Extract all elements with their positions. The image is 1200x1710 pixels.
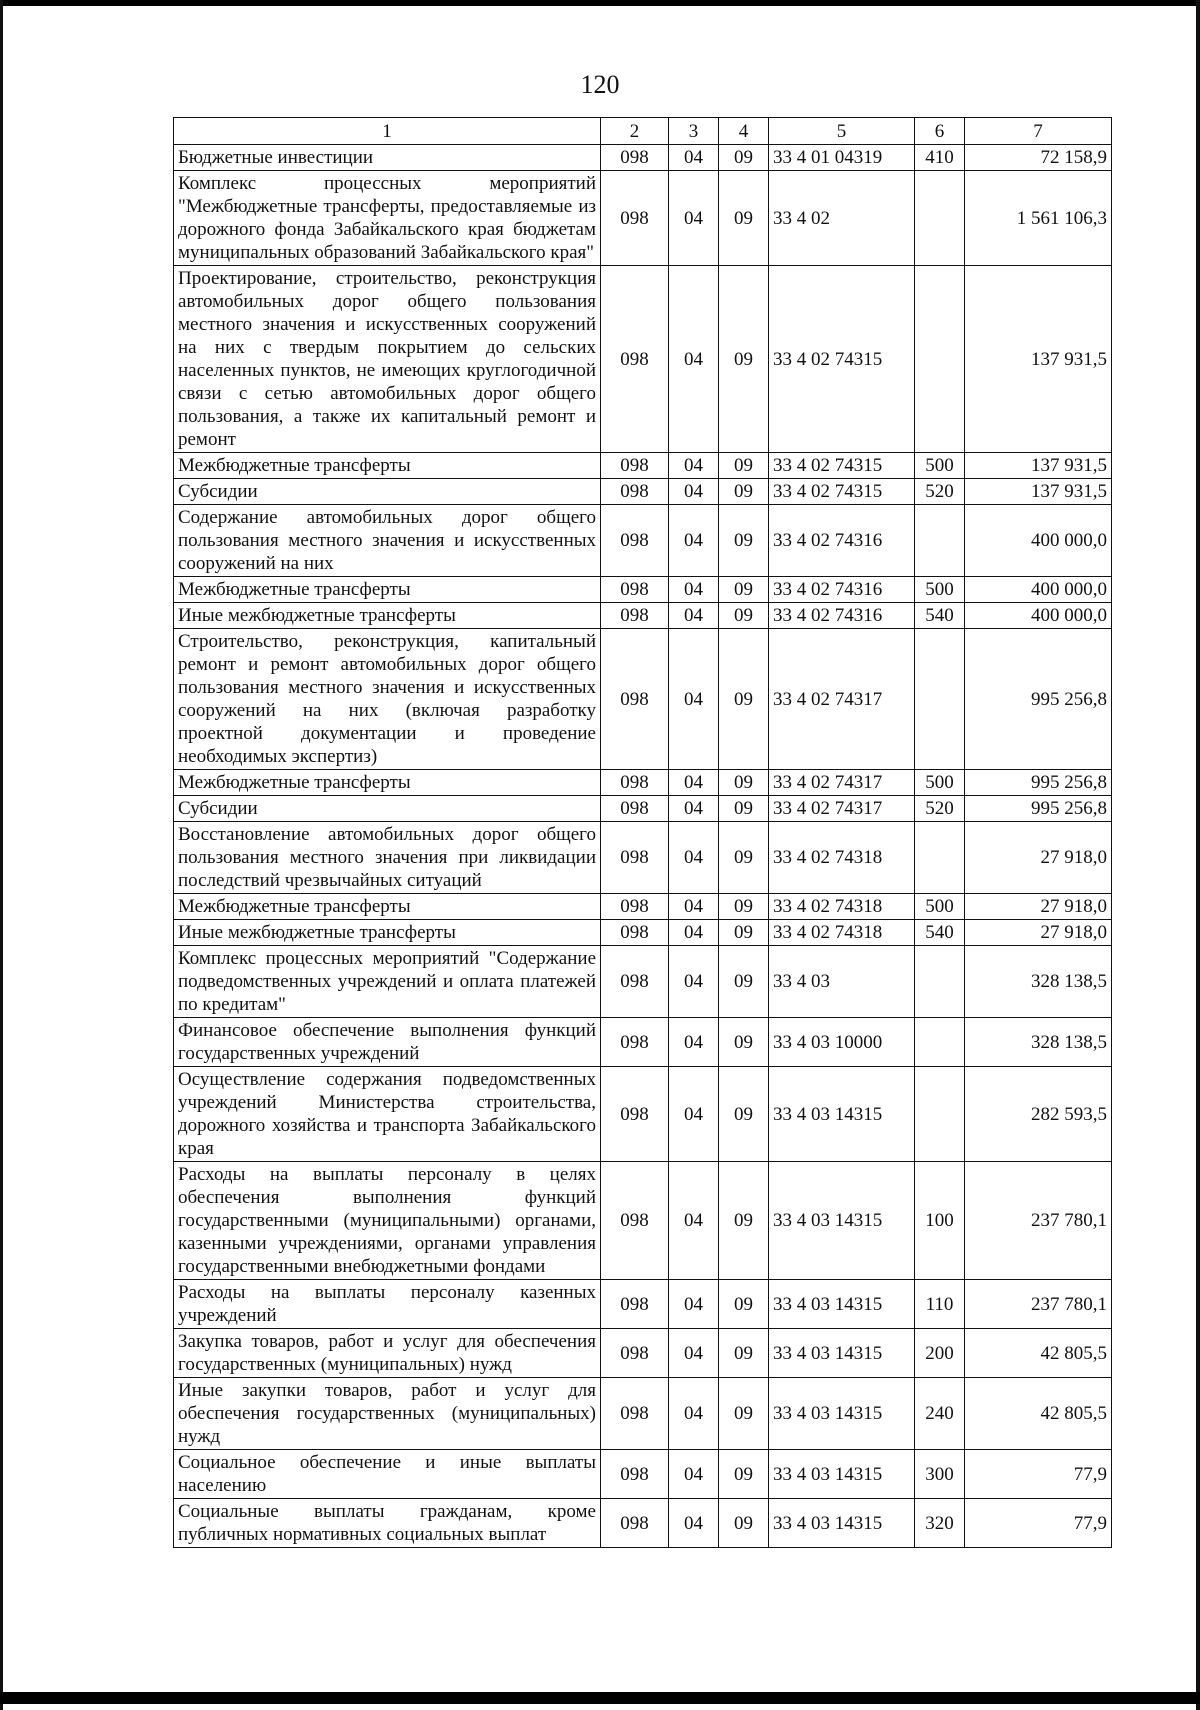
row-name: Иные межбюджетные трансферты (174, 603, 601, 629)
scan-border-bottom (0, 1692, 1200, 1704)
row-col-6: 520 (915, 796, 965, 822)
row-col-5: 33 4 03 14315 (769, 1329, 915, 1378)
budget-table (173, 117, 1112, 1548)
row-name: Строительство, реконструкция, капитальный ремонт и ремонт автомобильных дорог общего пользования местного значения и искусственных сооружений на них (включая разработку проектной документации и проведение необходимых экспертиз) (174, 629, 601, 770)
row-name: Иные межбюджетные трансферты (174, 920, 601, 946)
header-col-3: 3 (669, 118, 719, 145)
scan-border-right (1196, 0, 1200, 1710)
header-col-6: 6 (915, 118, 965, 145)
row-col-4: 09 (719, 894, 769, 920)
row-col-2: 098 (601, 894, 669, 920)
row-col-3: 04 (669, 946, 719, 1018)
row-col-6: 410 (915, 145, 965, 171)
row-name: Проектирование, строительство, реконструкция автомобильных дорог общего пользования местного значения и искусственных сооружений на них с твердым покрытием до сельских населенных пунктов, не имеющих круглогодичной связи с сетью автомобильных дорог общего пользования, а также их капитальный ремонт и ремонт (174, 266, 601, 453)
row-col-5: 33 4 03 14315 (769, 1378, 915, 1450)
row-col-2: 098 (601, 1329, 669, 1378)
row-col-5: 33 4 02 74315 (769, 479, 915, 505)
row-col-5: 33 4 02 74316 (769, 603, 915, 629)
row-col-7: 77,9 (965, 1450, 1112, 1499)
row-col-3: 04 (669, 1499, 719, 1548)
row-col-3: 04 (669, 1067, 719, 1162)
row-col-7: 400 000,0 (965, 577, 1112, 603)
row-col-2: 098 (601, 171, 669, 266)
row-col-7: 42 805,5 (965, 1378, 1112, 1450)
row-col-5: 33 4 02 74318 (769, 920, 915, 946)
table-row (174, 894, 1112, 920)
row-col-6: 500 (915, 577, 965, 603)
row-col-5: 33 4 02 74315 (769, 266, 915, 453)
row-col-7: 27 918,0 (965, 822, 1112, 894)
row-col-5: 33 4 02 74318 (769, 822, 915, 894)
table-row (174, 505, 1112, 577)
row-col-4: 09 (719, 920, 769, 946)
header-col-2: 2 (601, 118, 669, 145)
row-col-3: 04 (669, 1280, 719, 1329)
row-col-2: 098 (601, 629, 669, 770)
row-name: Содержание автомобильных дорог общего пользования местного значения и искусственных сооружений на них (174, 505, 601, 577)
row-col-4: 09 (719, 145, 769, 171)
row-col-5: 33 4 01 04319 (769, 145, 915, 171)
row-col-2: 098 (601, 453, 669, 479)
row-name: Финансовое обеспечение выполнения функций государственных учреждений (174, 1018, 601, 1067)
row-col-7: 237 780,1 (965, 1162, 1112, 1280)
row-col-7: 1 561 106,3 (965, 171, 1112, 266)
row-name: Расходы на выплаты персоналу в целях обеспечения выполнения функций государственными (муниципальными) органами, казенными учреждениями, органами управления государственными внебюджетными фондами (174, 1162, 601, 1280)
row-col-3: 04 (669, 479, 719, 505)
row-col-4: 09 (719, 505, 769, 577)
row-col-5: 33 4 03 10000 (769, 1018, 915, 1067)
row-col-6: 320 (915, 1499, 965, 1548)
row-name: Межбюджетные трансферты (174, 577, 601, 603)
row-col-6 (915, 505, 965, 577)
table-row (174, 577, 1112, 603)
row-col-3: 04 (669, 1162, 719, 1280)
row-col-2: 098 (601, 479, 669, 505)
row-col-7: 328 138,5 (965, 946, 1112, 1018)
row-col-4: 09 (719, 603, 769, 629)
row-col-4: 09 (719, 629, 769, 770)
row-col-6 (915, 629, 965, 770)
row-name: Межбюджетные трансферты (174, 894, 601, 920)
row-name: Комплекс процессных мероприятий "Межбюджетные трансферты, предоставляемые из дорожного фонда Забайкальского края бюджетам муниципальных образований Забайкальского края" (174, 171, 601, 266)
row-col-4: 09 (719, 946, 769, 1018)
row-col-4: 09 (719, 1280, 769, 1329)
row-col-6 (915, 1067, 965, 1162)
scan-border-left (0, 0, 3, 1710)
row-col-5: 33 4 02 74317 (769, 770, 915, 796)
row-col-6 (915, 1018, 965, 1067)
table-row (174, 1018, 1112, 1067)
row-col-3: 04 (669, 1329, 719, 1378)
row-col-7: 137 931,5 (965, 479, 1112, 505)
row-col-7: 77,9 (965, 1499, 1112, 1548)
row-col-3: 04 (669, 796, 719, 822)
row-col-6: 240 (915, 1378, 965, 1450)
row-name: Иные закупки товаров, работ и услуг для обеспечения государственных (муниципальных) нужд (174, 1378, 601, 1450)
header-col-5: 5 (769, 118, 915, 145)
table-row (174, 1499, 1112, 1548)
table-row (174, 1162, 1112, 1280)
table-row (174, 946, 1112, 1018)
table-row (174, 1450, 1112, 1499)
row-col-4: 09 (719, 1162, 769, 1280)
row-col-3: 04 (669, 822, 719, 894)
row-col-2: 098 (601, 1162, 669, 1280)
row-col-7: 42 805,5 (965, 1329, 1112, 1378)
row-col-5: 33 4 02 74318 (769, 894, 915, 920)
row-col-7: 995 256,8 (965, 770, 1112, 796)
row-col-4: 09 (719, 796, 769, 822)
row-col-4: 09 (719, 822, 769, 894)
row-col-2: 098 (601, 920, 669, 946)
table-row (174, 1329, 1112, 1378)
row-col-2: 098 (601, 1450, 669, 1499)
scan-border-top (0, 0, 1200, 6)
row-col-5: 33 4 02 74315 (769, 453, 915, 479)
row-col-6: 300 (915, 1450, 965, 1499)
row-col-3: 04 (669, 770, 719, 796)
table-row (174, 171, 1112, 266)
header-col-1: 1 (174, 118, 601, 145)
row-col-5: 33 4 03 14315 (769, 1162, 915, 1280)
row-col-2: 098 (601, 1499, 669, 1548)
row-col-4: 09 (719, 479, 769, 505)
table-row (174, 453, 1112, 479)
row-col-4: 09 (719, 171, 769, 266)
row-col-3: 04 (669, 1018, 719, 1067)
row-col-3: 04 (669, 894, 719, 920)
row-col-5: 33 4 02 74316 (769, 505, 915, 577)
row-name: Расходы на выплаты персоналу казенных учреждений (174, 1280, 601, 1329)
row-col-4: 09 (719, 266, 769, 453)
row-col-6: 500 (915, 894, 965, 920)
row-name: Осуществление содержания подведомственных учреждений Министерства строительства, дорожного хозяйства и транспорта Забайкальского края (174, 1067, 601, 1162)
row-col-7: 400 000,0 (965, 603, 1112, 629)
row-col-4: 09 (719, 1329, 769, 1378)
table-row (174, 145, 1112, 171)
row-col-5: 33 4 03 14315 (769, 1499, 915, 1548)
row-col-4: 09 (719, 1378, 769, 1450)
row-col-7: 27 918,0 (965, 894, 1112, 920)
table-row (174, 479, 1112, 505)
row-col-3: 04 (669, 629, 719, 770)
table-row (174, 266, 1112, 453)
row-name: Социальные выплаты гражданам, кроме публичных нормативных социальных выплат (174, 1499, 601, 1548)
row-col-3: 04 (669, 1378, 719, 1450)
row-col-3: 04 (669, 266, 719, 453)
row-col-6: 520 (915, 479, 965, 505)
row-col-3: 04 (669, 603, 719, 629)
row-col-7: 72 158,9 (965, 145, 1112, 171)
row-col-7: 137 931,5 (965, 266, 1112, 453)
row-col-6: 540 (915, 920, 965, 946)
page-number: 120 (580, 70, 620, 99)
row-name: Межбюджетные трансферты (174, 453, 601, 479)
row-col-2: 098 (601, 505, 669, 577)
table-row (174, 629, 1112, 770)
row-col-4: 09 (719, 1499, 769, 1548)
row-col-2: 098 (601, 822, 669, 894)
row-col-6 (915, 822, 965, 894)
row-name: Комплекс процессных мероприятий "Содержание подведомственных учреждений и оплата платежей по кредитам" (174, 946, 601, 1018)
header-col-7: 7 (965, 118, 1112, 145)
row-col-2: 098 (601, 577, 669, 603)
row-col-6 (915, 171, 965, 266)
row-col-7: 237 780,1 (965, 1280, 1112, 1329)
row-col-2: 098 (601, 1280, 669, 1329)
row-col-2: 098 (601, 1067, 669, 1162)
row-name: Субсидии (174, 796, 601, 822)
row-col-5: 33 4 02 74316 (769, 577, 915, 603)
row-name: Субсидии (174, 479, 601, 505)
row-col-6: 100 (915, 1162, 965, 1280)
row-col-3: 04 (669, 577, 719, 603)
table-row (174, 822, 1112, 894)
row-col-4: 09 (719, 1450, 769, 1499)
table-row (174, 1067, 1112, 1162)
row-name: Социальное обеспечение и иные выплаты населению (174, 1450, 601, 1499)
table-row (174, 1378, 1112, 1450)
row-col-6 (915, 946, 965, 1018)
row-col-2: 098 (601, 946, 669, 1018)
row-col-7: 137 931,5 (965, 453, 1112, 479)
table-row (174, 796, 1112, 822)
row-name: Закупка товаров, работ и услуг для обеспечения государственных (муниципальных) нужд (174, 1329, 601, 1378)
row-name: Восстановление автомобильных дорог общего пользования местного значения при ликвидации последствий чрезвычайных ситуаций (174, 822, 601, 894)
row-col-2: 098 (601, 603, 669, 629)
row-name: Бюджетные инвестиции (174, 145, 601, 171)
row-col-2: 098 (601, 1018, 669, 1067)
header-col-4: 4 (719, 118, 769, 145)
row-col-6: 540 (915, 603, 965, 629)
row-col-3: 04 (669, 920, 719, 946)
table-row (174, 920, 1112, 946)
row-col-3: 04 (669, 1450, 719, 1499)
row-col-4: 09 (719, 1018, 769, 1067)
row-col-5: 33 4 03 14315 (769, 1280, 915, 1329)
row-col-6: 500 (915, 770, 965, 796)
row-col-5: 33 4 03 14315 (769, 1067, 915, 1162)
row-name: Межбюджетные трансферты (174, 770, 601, 796)
row-col-6 (915, 266, 965, 453)
row-col-7: 995 256,8 (965, 629, 1112, 770)
row-col-5: 33 4 02 (769, 171, 915, 266)
row-col-3: 04 (669, 453, 719, 479)
row-col-4: 09 (719, 770, 769, 796)
row-col-7: 995 256,8 (965, 796, 1112, 822)
row-col-5: 33 4 03 (769, 946, 915, 1018)
table-row (174, 770, 1112, 796)
row-col-5: 33 4 02 74317 (769, 796, 915, 822)
table-row (174, 1280, 1112, 1329)
row-col-2: 098 (601, 770, 669, 796)
row-col-3: 04 (669, 171, 719, 266)
row-col-4: 09 (719, 453, 769, 479)
row-col-5: 33 4 03 14315 (769, 1450, 915, 1499)
row-col-5: 33 4 02 74317 (769, 629, 915, 770)
row-col-4: 09 (719, 577, 769, 603)
row-col-4: 09 (719, 1067, 769, 1162)
row-col-2: 098 (601, 1378, 669, 1450)
table-header-row (174, 118, 1112, 145)
row-col-7: 328 138,5 (965, 1018, 1112, 1067)
row-col-2: 098 (601, 266, 669, 453)
row-col-7: 27 918,0 (965, 920, 1112, 946)
table-row (174, 603, 1112, 629)
row-col-2: 098 (601, 796, 669, 822)
row-col-7: 282 593,5 (965, 1067, 1112, 1162)
row-col-3: 04 (669, 505, 719, 577)
row-col-6: 110 (915, 1280, 965, 1329)
row-col-3: 04 (669, 145, 719, 171)
row-col-6: 500 (915, 453, 965, 479)
row-col-2: 098 (601, 145, 669, 171)
row-col-6: 200 (915, 1329, 965, 1378)
row-col-7: 400 000,0 (965, 505, 1112, 577)
